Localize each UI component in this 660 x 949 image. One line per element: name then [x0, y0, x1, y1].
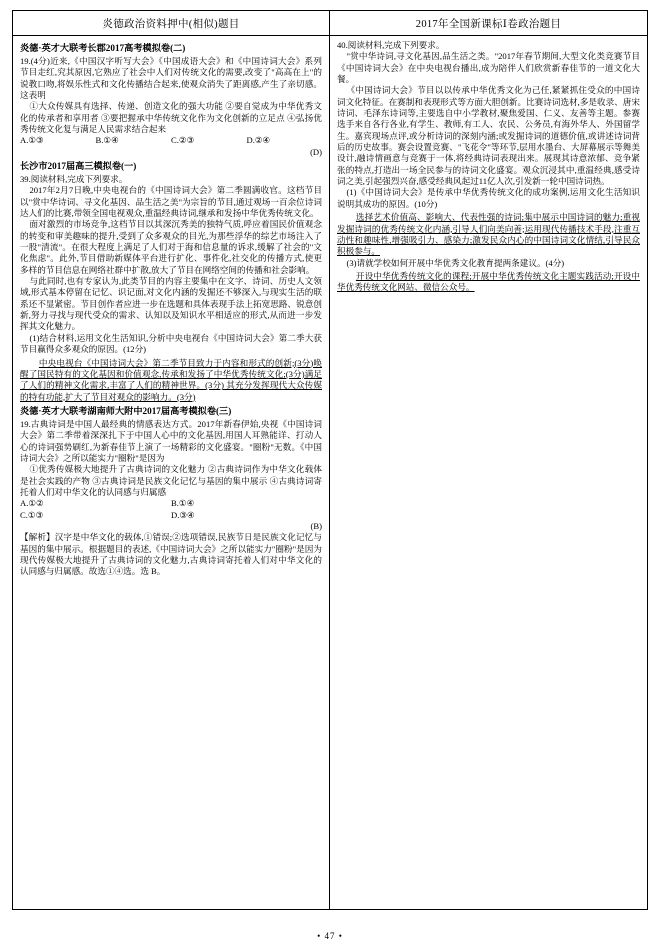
question-19-answer: (D) — [310, 146, 322, 157]
question-19-options — [20, 135, 322, 146]
question-39-subquestion-1: (1)结合材料,运用文化生活知识,分析中央电视台《中国诗词大会》第二季大获节目赢得众多观众的原因。(12分) — [20, 332, 322, 355]
question-39-material-p3: 与此同时,也有专家认为,此类节目的内容主要集中在文字、诗词、历史人文领域,形式基本停留在记忆、识记面,对文化内涵的发掘还不够深入,与现实生活的联系还不显紧密。节目创作者应进一步在选题和具体表现手法上拓宽思路、锐意创新,努力寻找与现代受众的需求、认知以及知识水平相适应的形式,从而进一步发挥其文化魅力。 — [20, 276, 322, 332]
question-19b-choices-list: ①优秀传媒极大地提升了古典诗词的文化魅力 ②古典诗词作为中华文化载体是社会实践的产物 ③古典诗词是民族文化记忆与基因的集中展示 ④古典诗词寄托着人们对中华文化的认同感与归属感 — [20, 464, 322, 497]
source-label-changjun: 炎德·英才大联考长郡2017高考模拟卷(二) — [20, 43, 186, 53]
column-left-body — [13, 36, 329, 578]
question-40-stem: 40.阅读材料,完成下列要求。 — [337, 40, 445, 50]
question-19b-answer: (B) — [310, 520, 322, 531]
column-left-header: 炎德政治资料押中(相似)题目 — [13, 11, 329, 36]
option-a: A.①② — [20, 498, 44, 509]
option-c: C.①③ — [20, 509, 44, 520]
question-39-material-p2: 面对激烈的市场竞争,这档节目以其深沉秀美的独特气质,呼应着国民价值观念的转变和审美趣味的提升,受到了众多观众的目光,为那些浮华的综艺市场注入了一股"清流"。在很大程度上满足了人们对于海和信息量的诉求,缓解了社会的"文化焦虑"。此外,节目借助新媒体平台进行扩化、事件化,社交化的传播方式,使更多样的节目信息在网络社群中扩散,放大了节目在网络空间的传播和社会影响。 — [20, 219, 322, 275]
option-b: B.①④ — [95, 135, 119, 146]
question-19b-options-row2 — [20, 510, 322, 521]
page-number: • 47 • — [317, 931, 343, 941]
option-d: D.③④ — [171, 509, 195, 520]
source-label-changsha: 长沙市2017届高三模拟卷(一) — [20, 161, 137, 172]
question-39-answer: 中央电视台《中国诗词大会》第二季节目致力于内容和形式的创新;(3分)唤醒了国民特有的文化基因和价值观念,传承和发扬了中华优秀传统文化;(3分)满足了人们的精神文化需求,丰富了人们的精神世界。(3分) 其充分发挥现代大众传媒的特有功能,扩大了节目对观众的影响力。(3分) — [20, 357, 322, 402]
column-left — [13, 11, 330, 909]
option-a: A.①③ — [20, 135, 44, 146]
question-40-answer-1: 选择艺术价值高、影响大、代表性强的诗词;集中展示中国诗词的魅力;重视发掘诗词的优秀传统文化内涵,引导人们向美向善;运用现代传播技术手段,注重互动性和趣味性,增强吸引力、感染力;激发民众内心的中国诗词文化情结,引导民众积极参与。 — [337, 212, 640, 257]
two-column-frame — [12, 10, 648, 910]
option-b: B.①④ — [171, 498, 195, 509]
source-label-hunan-shida: 炎德·英才大联考湖南师大附中2017届高考模拟卷(三) — [20, 405, 232, 416]
column-right-header: 2017年全国新课标Ⅰ卷政治题目 — [330, 11, 647, 36]
question-39-material-p1: 2017年2月7日晚,中央电视台的《中国诗词大会》第二季圆满收官。这档节目以"赏中华诗词、寻文化基因、品生活之美"为宗旨的节目,通过观场一百余位诗词达人们的比赛,带领全国电视观众,重温经典诗词,继承和发扬中华优秀传统文化。 — [20, 185, 322, 219]
question-19-stem: 19.(4分)近来,《中国汉字听写大会》《中国成语大会》和《中国诗词大会》系列节目走红,究其原因,它熟应了社会中人们对传统文化的需要,改变了"高高在上"的说教口吻,将娱乐性式和文化传播结合起来,使观众消失了距离感,产生了亲切感。这表明 — [20, 55, 322, 100]
question-19b-stem: 19.古典诗词是中国人最经典的情感表达方式。2017年新春伊始,央视《中国诗词大会》第二季带着深深扎下于中国人心中的文化基因,用国人耳熟能详、打动人心的诗词强势刷红,为新春佳节上演了一场精彩的文化盛宴。"圈粉"无数。《中国诗词大会》之所以能实力"圈粉"是因为 — [20, 418, 322, 463]
question-40-answer-3: 开设中华优秀传统文化的课程;开展中华优秀传统文化主题实践活动;开设中华优秀传统文化网站、微信公众号。 — [337, 270, 640, 293]
option-d: D.②④ — [246, 135, 271, 146]
option-c: C.②③ — [171, 135, 195, 146]
question-19b-options-row1 — [20, 498, 322, 509]
column-right-body — [330, 36, 647, 294]
column-right — [330, 11, 647, 909]
question-40-subquestion-3: (3)请就学校如何开展中华优秀文化教育提两条建议。(4分) — [346, 257, 565, 268]
question-39-stem: 39.阅读材料,完成下列要求。 — [20, 174, 128, 184]
question-40-material-p1: "赏中华诗词,寻文化基因,品生活之类。"2017年春节期间,大型文化类竞赛节目《中国诗词大会》在中央电视台播出,成为陪伴人们欣赏新春佳节的一道文化大餐。 — [337, 51, 640, 85]
question-40-subquestion-1: (1)《中国诗词大会》是传承中华优秀传统文化的成功案例,运用文化生活知识说明其成功的原因。(10分) — [337, 187, 640, 209]
question-19b-analysis: 【解析】汉字是中华文化的载体,①错误;②选项错误,民族节日是民族文化记忆与基因的集中展示。根据题目的表述,《中国诗词大会》之所以能实力"圈粉"是因为现代传媒极大地提升了古典诗词的文化魅力,古典诗词寄托着人们对中华文化的认同感与归属感。故选①④选。选 B。 — [20, 532, 322, 577]
question-40-material-p2: 《中国诗词大会》节目以以传承中华优秀文化为己任,紧紧抓住受众的中国诗词文化特征。在赛制和表现形式等方面大胆创新。比赛诗词选材,多是收录、唐宋诗词、毛泽东诗词等,主要选自中小学教材,聚焦爱国、仁义、友善等主题。参赛选手来自各行各业,有学生、教师,有工人、农民、公务员,有海外华人、外国留学生。嘉宾现场点评,或分析诗词的深刻内涵;或发掘诗词的道德价值,或讲述诗词背后的历史故事。赛会设置竞赛、"飞花令"等环节,层用水墨台、大屏幕展示等舞美设计,融诗情画意与竞赛于一体,将经典诗词表现出来。展现其诗意浓郁、竞争紧张的特点,打造出一场全民参与的诗词文化盛宴。观众沉浸其中,重温经典,感受诗词之美,引起强烈兴奋,感受经典风起过11亿人次,引发新一轮中国诗词热。 — [337, 85, 640, 187]
question-19-choices-list: ①大众传媒具有选择、传递、创造文化的强大功能 ②要自觉成为中华优秀文化的传承者和享用者 ③要把握承中华传统文化作为文化创新的立足点 ④弘扬优秀传统文化复与满足人民需求结合起来 — [20, 101, 322, 135]
